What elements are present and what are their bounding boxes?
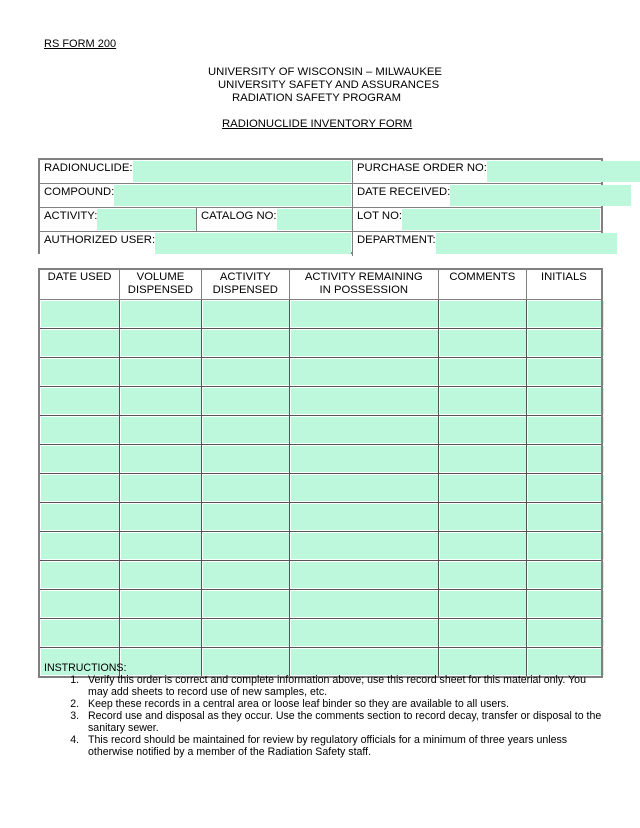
log-cell-activity-dispensed <box>201 445 289 474</box>
log-cell-activity-dispensed <box>201 590 289 619</box>
volume-dispensed-field[interactable] <box>121 359 204 385</box>
log-row <box>39 416 602 445</box>
comments-field[interactable] <box>440 417 529 443</box>
instructions <box>44 662 604 758</box>
activity-remaining-field[interactable] <box>291 301 441 327</box>
purchase-order-label: PURCHASE ORDER NO: <box>353 160 487 183</box>
date-used-field[interactable] <box>41 388 122 414</box>
log-cell-date-used <box>39 416 120 445</box>
log-cell-activity-remaining <box>289 503 438 532</box>
date-used-field[interactable] <box>41 475 122 501</box>
initials-field[interactable] <box>528 533 604 559</box>
header-program: RADIATION SAFETY PROGRAM <box>232 92 402 104</box>
date-used-field[interactable] <box>41 504 122 530</box>
info-row-2 <box>40 184 601 208</box>
log-cell-volume-dispensed <box>120 532 202 561</box>
log-cell-initials <box>526 474 602 503</box>
inventory-log-table <box>38 268 603 678</box>
log-cell-comments <box>438 619 526 648</box>
log-cell-activity-dispensed <box>201 503 289 532</box>
comments-field[interactable] <box>440 620 529 646</box>
initials-field[interactable] <box>528 301 604 327</box>
comments-field[interactable] <box>440 446 529 472</box>
purchase-order-field[interactable] <box>487 161 640 182</box>
date-received-cell <box>352 184 601 207</box>
activity-dispensed-field[interactable] <box>203 475 292 501</box>
column-header-volume-dispensed: VOLUME DISPENSED <box>120 269 202 300</box>
log-cell-volume-dispensed <box>120 561 202 590</box>
log-header-row <box>39 269 602 300</box>
activity-dispensed-field[interactable] <box>203 388 292 414</box>
log-body <box>39 300 602 678</box>
initials-field[interactable] <box>528 446 604 472</box>
log-row <box>39 300 602 329</box>
log-cell-volume-dispensed <box>120 619 202 648</box>
comments-field[interactable] <box>440 591 529 617</box>
log-cell-initials <box>526 416 602 445</box>
log-row <box>39 619 602 648</box>
activity-cell <box>40 208 196 231</box>
activity-remaining-field[interactable] <box>291 475 441 501</box>
log-cell-activity-dispensed <box>201 300 289 329</box>
log-cell-volume-dispensed <box>120 503 202 532</box>
log-cell-date-used <box>39 619 120 648</box>
column-header-comments: COMMENTS <box>438 269 526 300</box>
date-used-field[interactable] <box>41 330 122 356</box>
activity-dispensed-field[interactable] <box>203 330 292 356</box>
log-cell-volume-dispensed <box>120 387 202 416</box>
date-used-field[interactable] <box>41 620 122 646</box>
log-cell-date-used <box>39 474 120 503</box>
date-used-field[interactable] <box>41 446 122 472</box>
info-row-1 <box>40 160 601 184</box>
activity-dispensed-field[interactable] <box>203 562 292 588</box>
info-row-3 <box>40 208 601 232</box>
log-cell-initials <box>526 445 602 474</box>
log-cell-activity-remaining <box>289 300 438 329</box>
log-cell-activity-remaining <box>289 387 438 416</box>
authorized-user-field[interactable] <box>155 233 351 254</box>
log-row <box>39 387 602 416</box>
log-row <box>39 445 602 474</box>
log-cell-activity-remaining <box>289 445 438 474</box>
activity-label: ACTIVITY: <box>40 208 97 231</box>
log-cell-activity-dispensed <box>201 561 289 590</box>
log-cell-activity-remaining <box>289 619 438 648</box>
compound-field[interactable] <box>114 185 351 206</box>
log-cell-date-used <box>39 503 120 532</box>
info-row-4 <box>40 232 601 256</box>
log-cell-initials <box>526 329 602 358</box>
log-cell-activity-dispensed <box>201 619 289 648</box>
log-cell-volume-dispensed <box>120 590 202 619</box>
log-cell-activity-remaining <box>289 561 438 590</box>
initials-field[interactable] <box>528 504 604 530</box>
compound-label: COMPOUND: <box>40 184 114 207</box>
log-cell-comments <box>438 532 526 561</box>
log-cell-initials <box>526 532 602 561</box>
log-cell-comments <box>438 445 526 474</box>
info-table <box>38 158 603 254</box>
log-cell-date-used <box>39 358 120 387</box>
comments-field[interactable] <box>440 359 529 385</box>
volume-dispensed-field[interactable] <box>121 330 204 356</box>
department-field[interactable] <box>436 233 617 254</box>
comments-field[interactable] <box>440 330 529 356</box>
initials-field[interactable] <box>528 388 604 414</box>
date-used-field[interactable] <box>41 301 122 327</box>
activity-remaining-field[interactable] <box>291 533 441 559</box>
initials-field[interactable] <box>528 417 604 443</box>
authorized-user-cell <box>40 232 352 256</box>
column-header-activity-dispensed: ACTIVITY DISPENSED <box>201 269 289 300</box>
instructions-heading: INSTRUCTIONS: <box>44 662 127 674</box>
volume-dispensed-field[interactable] <box>121 591 204 617</box>
log-cell-comments <box>438 561 526 590</box>
log-cell-date-used <box>39 445 120 474</box>
initials-field[interactable] <box>528 475 604 501</box>
log-cell-comments <box>438 329 526 358</box>
date-used-field[interactable] <box>41 562 122 588</box>
activity-dispensed-field[interactable] <box>203 533 292 559</box>
log-row <box>39 590 602 619</box>
log-cell-activity-dispensed <box>201 358 289 387</box>
log-cell-volume-dispensed <box>120 445 202 474</box>
log-cell-volume-dispensed <box>120 300 202 329</box>
initials-field[interactable] <box>528 330 604 356</box>
comments-field[interactable] <box>440 301 529 327</box>
log-cell-volume-dispensed <box>120 358 202 387</box>
date-received-field[interactable] <box>450 185 631 206</box>
initials-field[interactable] <box>528 359 604 385</box>
log-cell-activity-dispensed <box>201 387 289 416</box>
log-cell-date-used <box>39 329 120 358</box>
log-cell-activity-dispensed <box>201 474 289 503</box>
log-cell-volume-dispensed <box>120 329 202 358</box>
log-cell-initials <box>526 561 602 590</box>
activity-dispensed-field[interactable] <box>203 417 292 443</box>
date-used-field[interactable] <box>41 533 122 559</box>
activity-dispensed-field[interactable] <box>203 301 292 327</box>
instruction-item: 3. Record use and disposal as they occur. Use the comments section to record decay, transfer or disposal to the sanitary sewer. <box>82 710 604 734</box>
column-header-activity-remaining: ACTIVITY REMAINING IN POSSESSION <box>289 269 438 300</box>
instruction-item: 1. Verify this order is correct and complete information above; use this record sheet for this material only. You may add sheets to record use of new samples, etc. <box>82 674 604 698</box>
log-cell-activity-remaining <box>289 329 438 358</box>
log-cell-activity-remaining <box>289 532 438 561</box>
activity-dispensed-field[interactable] <box>203 446 292 472</box>
date-used-field[interactable] <box>41 591 122 617</box>
comments-field[interactable] <box>440 533 529 559</box>
initials-field[interactable] <box>528 562 604 588</box>
log-cell-volume-dispensed <box>120 474 202 503</box>
log-cell-initials <box>526 387 602 416</box>
volume-dispensed-field[interactable] <box>121 388 204 414</box>
log-cell-activity-dispensed <box>201 416 289 445</box>
form-title: RADIONUCLIDE INVENTORY FORM <box>222 118 413 130</box>
radionuclide-field[interactable] <box>133 161 351 182</box>
volume-dispensed-field[interactable] <box>121 417 204 443</box>
log-cell-initials <box>526 300 602 329</box>
lot-no-label: LOT NO: <box>353 208 402 231</box>
log-cell-comments <box>438 387 526 416</box>
initials-field[interactable] <box>528 591 604 617</box>
log-cell-date-used <box>39 532 120 561</box>
column-header-initials: INITIALS <box>526 269 602 300</box>
instructions-list <box>44 674 604 758</box>
activity-remaining-field[interactable] <box>291 359 441 385</box>
log-cell-volume-dispensed <box>120 416 202 445</box>
log-cell-date-used <box>39 590 120 619</box>
date-received-label: DATE RECEIVED: <box>353 184 450 207</box>
form-number: RS FORM 200 <box>44 38 117 50</box>
header-university: UNIVERSITY OF WISCONSIN – MILWAUKEE <box>208 66 442 78</box>
log-cell-activity-remaining <box>289 358 438 387</box>
activity-dispensed-field[interactable] <box>203 504 292 530</box>
volume-dispensed-field[interactable] <box>121 475 204 501</box>
log-row <box>39 358 602 387</box>
activity-remaining-field[interactable] <box>291 388 441 414</box>
instruction-item: 4. This record should be maintained for review by regulatory officials for a minimum of three years unless otherwise notified by a member of the Radiation Safety staff. <box>82 734 604 758</box>
log-cell-comments <box>438 358 526 387</box>
catalog-no-label: CATALOG NO: <box>197 208 277 231</box>
log-cell-initials <box>526 358 602 387</box>
activity-dispensed-field[interactable] <box>203 359 292 385</box>
comments-field[interactable] <box>440 562 529 588</box>
activity-remaining-field[interactable] <box>291 330 441 356</box>
log-cell-initials <box>526 590 602 619</box>
log-cell-comments <box>438 503 526 532</box>
log-cell-date-used <box>39 561 120 590</box>
purchase-order-cell <box>352 160 601 183</box>
volume-dispensed-field[interactable] <box>121 562 204 588</box>
log-row <box>39 532 602 561</box>
header-department: UNIVERSITY SAFETY AND ASSURANCES <box>218 79 440 91</box>
log-cell-comments <box>438 416 526 445</box>
volume-dispensed-field[interactable] <box>121 533 204 559</box>
log-cell-activity-remaining <box>289 590 438 619</box>
log-cell-comments <box>438 590 526 619</box>
date-used-field[interactable] <box>41 417 122 443</box>
instruction-item: 2. Keep these records in a central area or loose leaf binder so they are available to all users. <box>82 698 604 710</box>
activity-remaining-field[interactable] <box>291 591 441 617</box>
log-cell-comments <box>438 474 526 503</box>
department-cell <box>352 232 601 256</box>
date-used-field[interactable] <box>41 359 122 385</box>
volume-dispensed-field[interactable] <box>121 620 204 646</box>
radionuclide-cell <box>40 160 352 183</box>
log-cell-comments <box>438 300 526 329</box>
log-cell-date-used <box>39 387 120 416</box>
log-row <box>39 329 602 358</box>
log-cell-activity-remaining <box>289 416 438 445</box>
activity-dispensed-field[interactable] <box>203 620 292 646</box>
activity-remaining-field[interactable] <box>291 562 441 588</box>
log-cell-date-used <box>39 300 120 329</box>
activity-remaining-field[interactable] <box>291 620 441 646</box>
comments-field[interactable] <box>440 388 529 414</box>
catalog-no-cell <box>196 208 352 231</box>
log-cell-initials <box>526 503 602 532</box>
lot-no-field[interactable] <box>402 209 600 230</box>
initials-field[interactable] <box>528 620 604 646</box>
activity-remaining-field[interactable] <box>291 417 441 443</box>
log-cell-activity-remaining <box>289 474 438 503</box>
volume-dispensed-field[interactable] <box>121 301 204 327</box>
volume-dispensed-field[interactable] <box>121 446 204 472</box>
log-cell-activity-dispensed <box>201 329 289 358</box>
log-cell-activity-dispensed <box>201 532 289 561</box>
comments-field[interactable] <box>440 475 529 501</box>
activity-dispensed-field[interactable] <box>203 591 292 617</box>
log-row <box>39 474 602 503</box>
activity-remaining-field[interactable] <box>291 446 441 472</box>
log-row <box>39 503 602 532</box>
radionuclide-label: RADIONUCLIDE: <box>40 160 133 183</box>
log-cell-initials <box>526 619 602 648</box>
log-row <box>39 561 602 590</box>
authorized-user-label: AUTHORIZED USER: <box>40 232 155 256</box>
compound-cell <box>40 184 352 207</box>
activity-remaining-field[interactable] <box>291 504 441 530</box>
lot-no-cell <box>352 208 601 231</box>
comments-field[interactable] <box>440 504 529 530</box>
volume-dispensed-field[interactable] <box>121 504 204 530</box>
department-label: DEPARTMENT: <box>353 232 436 256</box>
column-header-date-used: DATE USED <box>39 269 120 300</box>
